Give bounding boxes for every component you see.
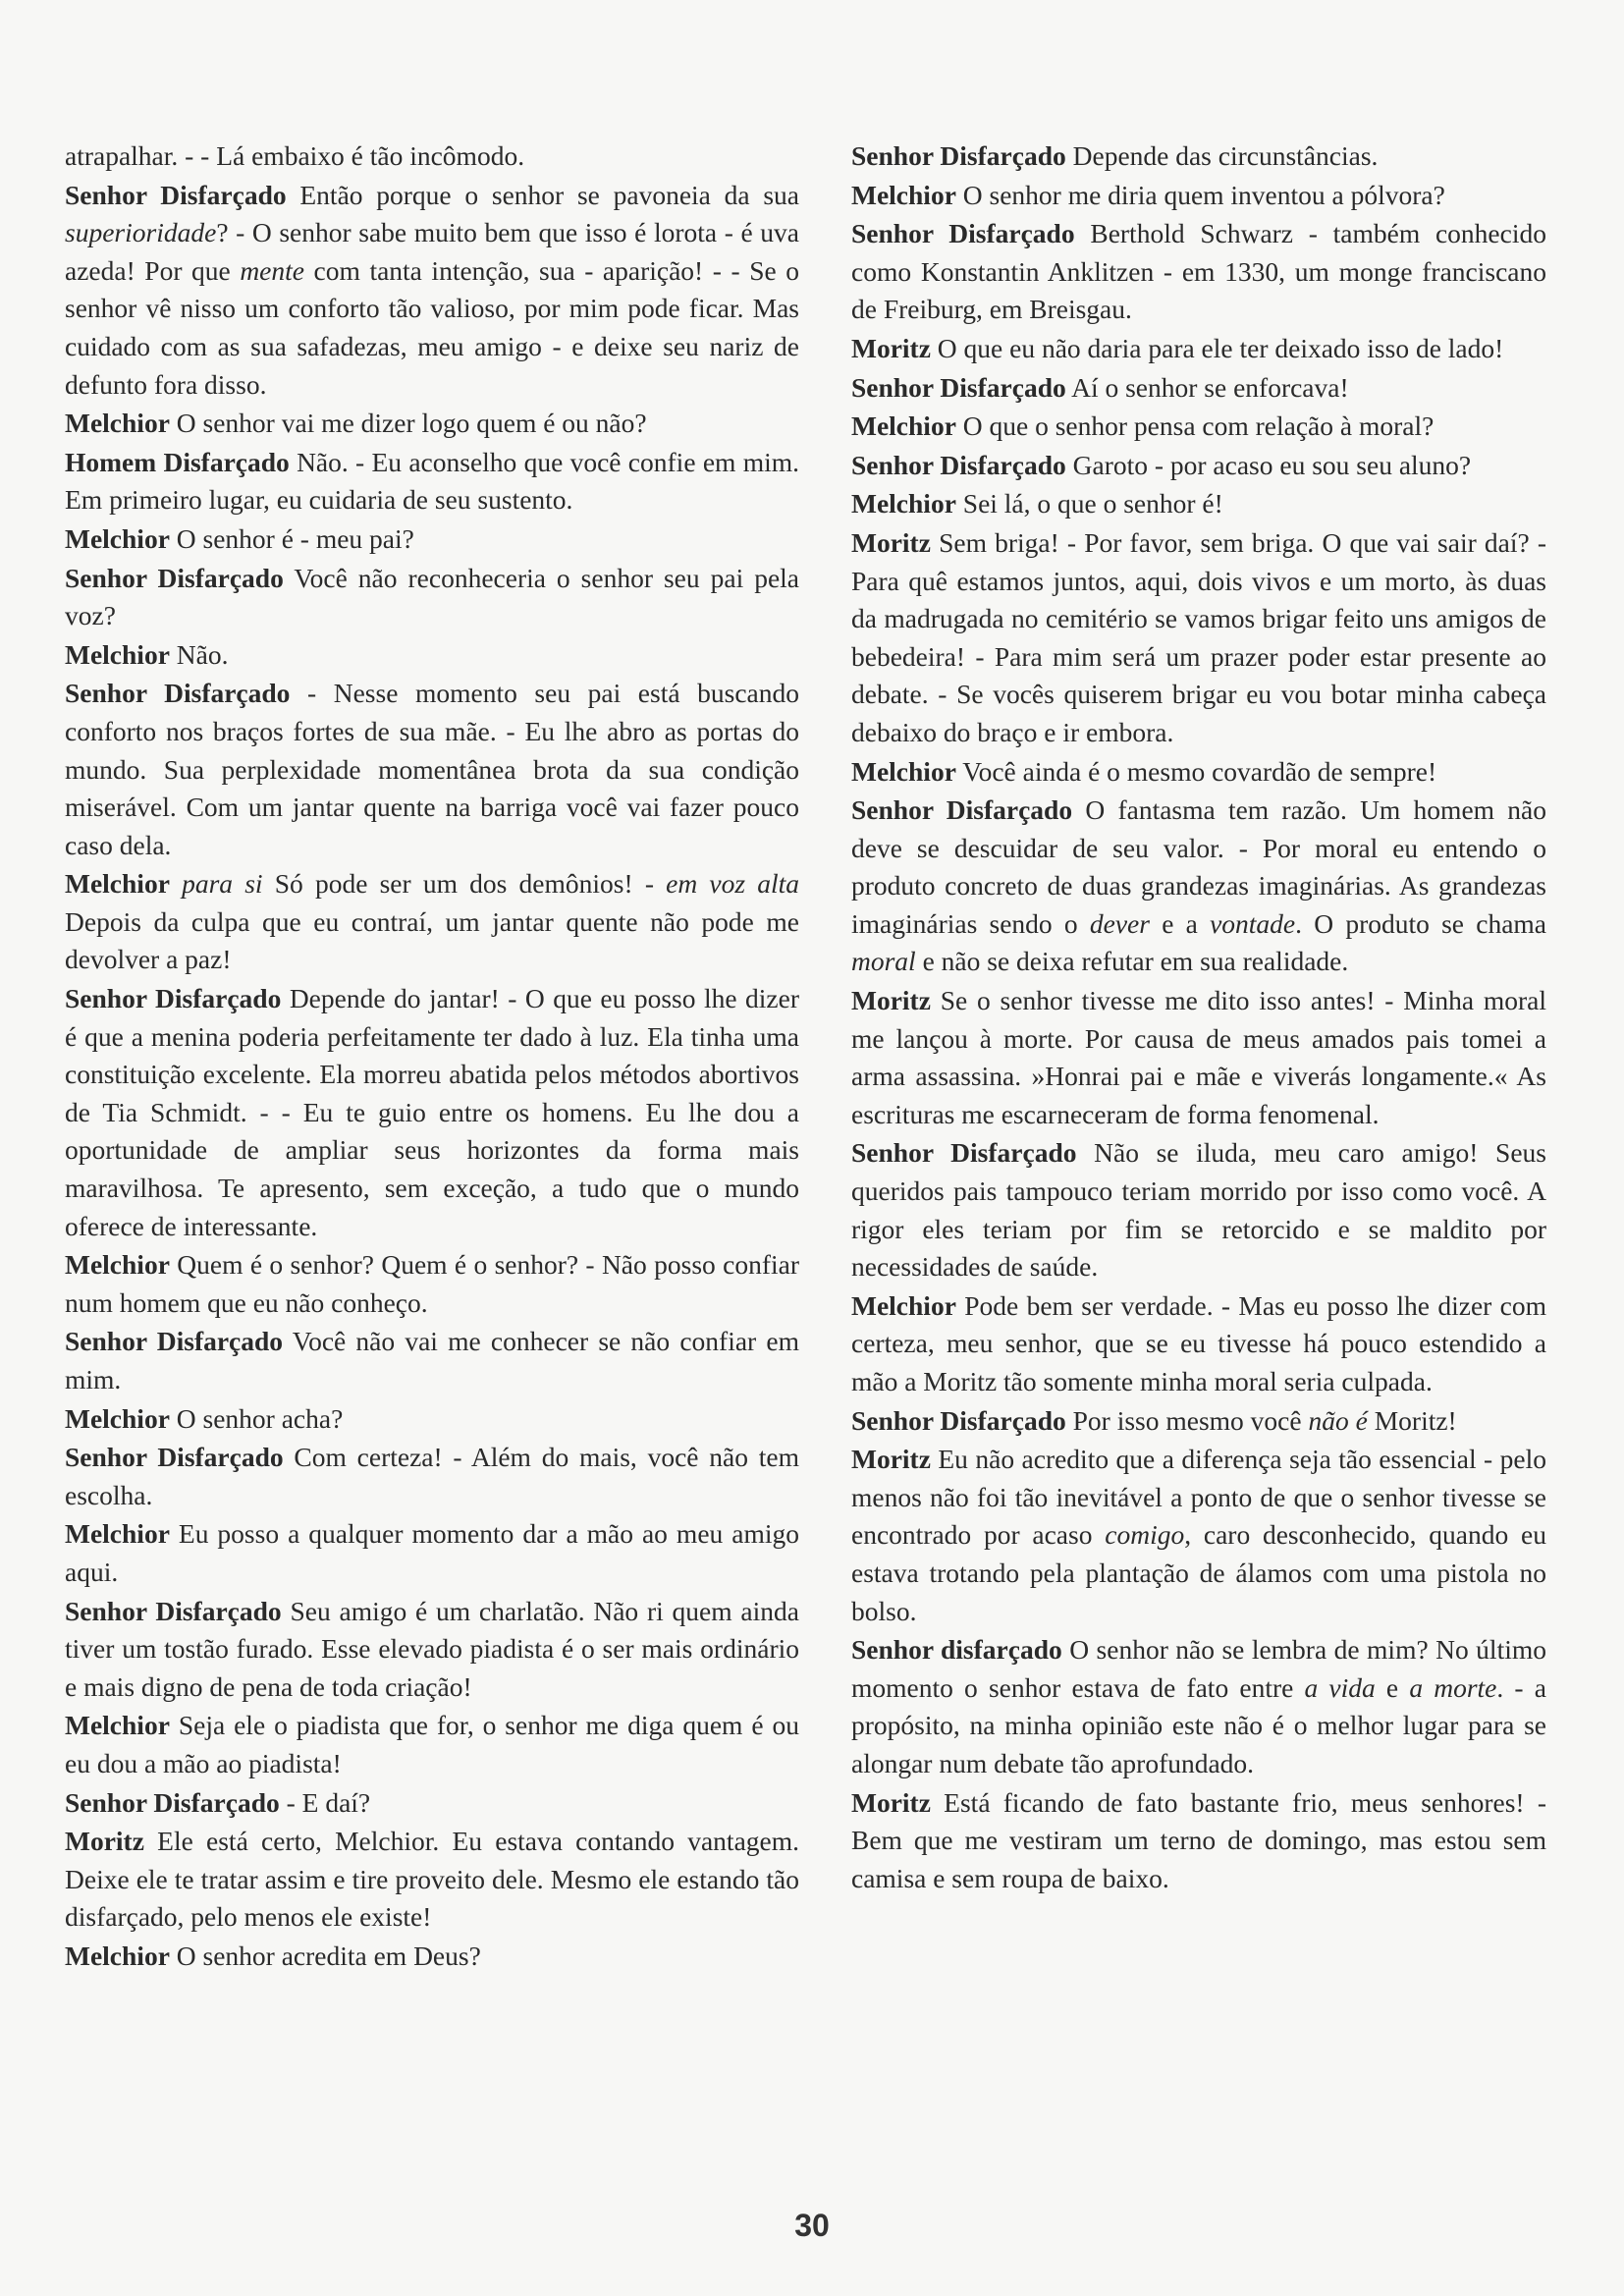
dialogue-paragraph: [65, 1593, 799, 1707]
speaker-name: Moritz: [851, 526, 931, 558]
speaker-name: Melchior: [851, 488, 956, 519]
dialogue-text: Não. - Eu aconselho que você confie em mim. Em primeiro lugar, eu cuidaria de seu sustento.: [65, 446, 800, 516]
speaker-name: Senhor Disfarçado: [851, 1137, 1077, 1169]
dialogue-text: Sei lá, o que o senhor é!: [955, 488, 1223, 519]
dialogue-paragraph: [851, 753, 1546, 792]
dialogue-paragraph: [65, 675, 799, 864]
dialogue-text: O senhor acha?: [169, 1402, 344, 1434]
dialogue-text: . - a propósito, na minha opinião este não é o melhor lugar para se alongar num debate tão aprofundado.: [851, 1671, 1546, 1778]
speaker-name: Moritz: [65, 1826, 144, 1857]
speaker-name: Melchior: [65, 522, 170, 554]
speaker-name: Melchior: [851, 410, 956, 442]
italic-text: mente: [240, 254, 304, 286]
dialogue-text: O senhor me diria quem inventou a pólvora?: [955, 179, 1445, 210]
dialogue-text: O senhor vai me dizer logo quem é ou não?: [169, 408, 647, 439]
dialogue-text: Quem é o senhor? Quem é o senhor? - Não posso confiar num homem que eu não conheço.: [65, 1249, 799, 1318]
dialogue-paragraph: [65, 560, 799, 635]
dialogue-paragraph: [851, 1784, 1546, 1898]
dialogue-paragraph: [851, 1402, 1546, 1441]
dialogue-paragraph: [851, 1287, 1546, 1401]
dialogue-text: Pode bem ser verdade. - Mas eu posso lhe dizer com certeza, meu senhor, que se eu tivesse há pouco estendido a mão a Moritz tão somente minha moral seria culpada.: [851, 1289, 1546, 1396]
dialogue-text: , caro desconhecido, quando eu estava trotando pela plantação de álamos com uma pistola no bolso.: [851, 1519, 1546, 1626]
dialogue-text: atrapalhar. - - Lá embaixo é tão incômodo.: [65, 140, 525, 171]
dialogue-text: Ele está certo, Melchior. Eu estava contando vantagem. Deixe ele te tratar assim e tire proveito dele. Mesmo ele estando tão disfarçado, pelo menos ele existe!: [65, 1826, 799, 1933]
dialogue-paragraph: [65, 1400, 799, 1439]
italic-text: a morte: [1409, 1671, 1497, 1703]
dialogue-paragraph: [851, 485, 1546, 523]
dialogue-text: O senhor acredita em Deus?: [169, 1940, 481, 1971]
dialogue-text: Depois da culpa que eu contraí, um jantar quente não pode me devolver a paz!: [65, 905, 799, 975]
dialogue-text: . O produto se chama: [1295, 907, 1547, 939]
dialogue-text: e a: [1149, 907, 1211, 939]
dialogue-paragraph: [65, 137, 799, 176]
dialogue-text: O senhor não se lembra de mim? No último momento o senhor estava de fato entre: [851, 1634, 1546, 1703]
dialogue-paragraph: [851, 1631, 1546, 1782]
italic-text: vontade: [1210, 907, 1296, 939]
dialogue-text: O que o senhor pensa com relação à moral?: [955, 410, 1435, 442]
dialogue-paragraph: [851, 369, 1546, 408]
speaker-name: Senhor Disfarçado: [65, 678, 291, 709]
speaker-name: Senhor Disfarçado: [851, 371, 1066, 403]
speaker-name: Senhor Disfarçado: [65, 983, 282, 1014]
dialogue-text: Seu amigo é um charlatão. Não ri quem ainda tiver um tostão furado. Esse elevado piadista é o ser mais ordinário e mais digno de pena de toda criação!: [65, 1595, 799, 1702]
speaker-name: Melchior: [65, 408, 170, 439]
speaker-name: Melchior: [65, 1710, 170, 1741]
dialogue-paragraph: [65, 1938, 799, 1976]
dialogue-text: Eu posso a qualquer momento dar a mão ao meu amigo aqui.: [65, 1518, 799, 1587]
dialogue-paragraph: [851, 792, 1546, 981]
speaker-name: Senhor Disfarçado: [851, 218, 1075, 249]
dialogue-text: Não.: [169, 638, 229, 670]
dialogue-text: e: [1375, 1671, 1410, 1703]
right-column: [851, 137, 1546, 1898]
page-number: 30: [794, 2208, 830, 2243]
dialogue-text: Aí o senhor se enforcava!: [1065, 371, 1349, 403]
dialogue-text: Depende do jantar! - O que eu posso lhe dizer é que a menina poderia perfeitamente ter dado à luz. Ela tinha uma constituição excelente. Ela morreu abatida pelos métodos abortivos de Tia Schmidt. - - Eu te guio entre os homens. Eu lhe dou a oportunidade de ampliar seus horizontes da forma mais maravilhosa. Te apresento, sem exceção, a tudo que o mundo oferece de interessante.: [65, 983, 799, 1241]
dialogue-text: - Nesse momento seu pai está buscando conforto nos braços fortes de sua mãe. - Eu lhe abro as portas do mundo. Sua perplexidade momentânea brota da sua condição miserável. Com um jantar quente na barriga você vai fazer pouco caso dela.: [65, 678, 799, 860]
dialogue-text: Garoto - por acaso eu sou seu aluno?: [1065, 449, 1472, 480]
speaker-name: Melchior: [851, 1289, 956, 1321]
dialogue-paragraph: [65, 1323, 799, 1398]
dialogue-text: - E daí?: [279, 1786, 371, 1818]
dialogue-paragraph: [65, 1246, 799, 1322]
dialogue-paragraph: [851, 330, 1546, 368]
dialogue-text: O senhor é - meu pai?: [169, 522, 414, 554]
speaker-name: Homem Disfarçado: [65, 446, 290, 477]
speaker-name: Senhor Disfarçado: [65, 1786, 280, 1818]
dialogue-paragraph: [65, 1515, 799, 1591]
dialogue-paragraph: [65, 520, 799, 559]
dialogue-paragraph: [65, 1784, 799, 1823]
speaker-name: Senhor Disfarçado: [851, 140, 1066, 171]
dialogue-text: Berthold Schwarz - também conhecido como Konstantin Anklitzen - em 1330, um monge franciscano de Freiburg, em Breisgau.: [851, 218, 1546, 325]
dialogue-text: Só pode ser um dos demônios! -: [262, 868, 667, 900]
dialogue-text: Se o senhor tivesse me dito isso antes! - Minha moral me lançou à morte. Por causa de meus amados pais tomei a arma assassina. »Honrai pai e mãe e viverás longamente.« As escrituras me escarneceram de forma fenomenal.: [851, 985, 1546, 1129]
speaker-name: Senhor Disfarçado: [65, 179, 287, 210]
speaker-name: Senhor Disfarçado: [851, 449, 1066, 480]
italic-text: dever: [1089, 907, 1150, 939]
dialogue-paragraph: [65, 405, 799, 443]
speaker-name: Melchior: [65, 1940, 170, 1971]
speaker-name: Melchior: [65, 1402, 170, 1434]
dialogue-text: O fantasma tem razão. Um homem não deve se descuidar de seu valor. - Por moral eu entendo o produto concreto de duas grandezas imaginárias. As grandezas imaginárias sendo o: [851, 794, 1546, 939]
dialogue-text: Sem briga! - Por favor, sem briga. O que vai sair daí? - Para quê estamos juntos, aqui, dois vivos e um morto, às duas da madrugada no cemitério se vamos brigar feito uns amigos de bebedeira! - Para mim será um prazer poder estar presente ao debate. - Se vocês quiserem brigar eu vou botar minha cabeça debaixo do braço e ir embora.: [851, 526, 1546, 747]
dialogue-paragraph: [65, 865, 799, 979]
dialogue-text: ? - O senhor sabe muito bem que isso é lorota - é uva azeda! Por que: [65, 217, 799, 286]
speaker-name: Melchior: [65, 1518, 170, 1550]
dialogue-text: Você não reconheceria o senhor seu pai pela voz?: [65, 562, 799, 631]
italic-text: comigo: [1105, 1519, 1185, 1551]
speaker-name: Melchior: [65, 1249, 170, 1281]
italic-text: a vida: [1304, 1671, 1376, 1703]
italic-text: superioridade: [65, 217, 217, 248]
dialogue-text: [170, 868, 182, 899]
speaker-name: Senhor Disfarçado: [851, 1404, 1066, 1436]
dialogue-text: Moritz!: [1367, 1404, 1457, 1436]
italic-text: em voz alta: [666, 868, 800, 900]
dialogue-text: Você ainda é o mesmo covardão de sempre!: [955, 755, 1437, 787]
dialogue-text: Depende das circunstâncias.: [1065, 140, 1379, 171]
speaker-name: Melchior: [851, 179, 956, 210]
dialogue-paragraph: [65, 1707, 799, 1782]
dialogue-paragraph: [65, 1823, 799, 1937]
dialogue-paragraph: [851, 982, 1546, 1133]
dialogue-paragraph: [65, 444, 799, 519]
dialogue-paragraph: [65, 980, 799, 1245]
speaker-name: Moritz: [851, 1786, 931, 1818]
dialogue-text: Você não vai me conhecer se não confiar em mim.: [65, 1326, 799, 1394]
dialogue-paragraph: [851, 524, 1546, 752]
dialogue-text: Não se iluda, meu caro amigo! Seus queridos pais tampouco teriam morrido por isso como você. A rigor eles teriam por fim se retorcido e se maldito por necessidades de saúde.: [851, 1137, 1546, 1283]
speaker-name: Melchior: [65, 868, 170, 900]
dialogue-paragraph: [851, 408, 1546, 446]
dialogue-paragraph: [65, 636, 799, 675]
dialogue-paragraph: [851, 1441, 1546, 1630]
dialogue-text: com tanta intenção, sua - aparição! - - Se o senhor vê nisso um conforto tão valioso, por mim pode ficar. Mas cuidado com as sua safadezas, meu amigo - e deixe seu nariz de defunto fora disso.: [65, 254, 799, 400]
left-column: [65, 137, 799, 1977]
dialogue-paragraph: [851, 177, 1546, 215]
speaker-name: Melchior: [851, 755, 956, 787]
italic-text: moral: [851, 946, 916, 977]
speaker-name: Senhor Disfarçado: [65, 1326, 284, 1357]
dialogue-text: Está ficando de fato bastante frio, meus senhores! - Bem que me vestiram um terno de domingo, mas estou sem camisa e sem roupa de baixo.: [851, 1786, 1546, 1893]
speaker-name: Senhor Disfarçado: [851, 794, 1073, 826]
speaker-name: Moritz: [851, 332, 931, 363]
dialogue-text: Seja ele o piadista que for, o senhor me diga quem é ou eu dou a mão ao piadista!: [65, 1710, 799, 1778]
dialogue-text: Então porque o senhor se pavoneia da sua: [286, 179, 799, 210]
italic-text: não é: [1308, 1404, 1368, 1436]
italic-text: para si: [182, 868, 263, 900]
dialogue-paragraph: [851, 215, 1546, 329]
dialogue-text: O que eu não daria para ele ter deixado isso de lado!: [930, 332, 1504, 363]
speaker-name: Senhor Disfarçado: [65, 1442, 284, 1473]
speaker-name: Moritz: [851, 985, 931, 1016]
speaker-name: Senhor Disfarçado: [65, 562, 284, 593]
speaker-name: Senhor disfarçado: [851, 1634, 1062, 1666]
dialogue-paragraph: [851, 137, 1546, 176]
speaker-name: Melchior: [65, 638, 170, 670]
dialogue-paragraph: [851, 1134, 1546, 1285]
dialogue-text: Com certeza! - Além do mais, você não tem escolha.: [65, 1442, 799, 1510]
dialogue-text: e não se deixa refutar em sua realidade.: [915, 946, 1349, 977]
dialogue-text: Eu não acredito que a diferença seja tão essencial - pelo menos não foi tão inevitável a ponto de que o senhor tivesse se encontrado por acaso: [851, 1444, 1546, 1551]
dialogue-paragraph: [65, 1439, 799, 1514]
speaker-name: Moritz: [851, 1444, 931, 1475]
dialogue-text: Por isso mesmo você: [1065, 1404, 1309, 1436]
dialogue-paragraph: [65, 177, 799, 405]
speaker-name: Senhor Disfarçado: [65, 1595, 282, 1626]
dialogue-paragraph: [851, 447, 1546, 485]
